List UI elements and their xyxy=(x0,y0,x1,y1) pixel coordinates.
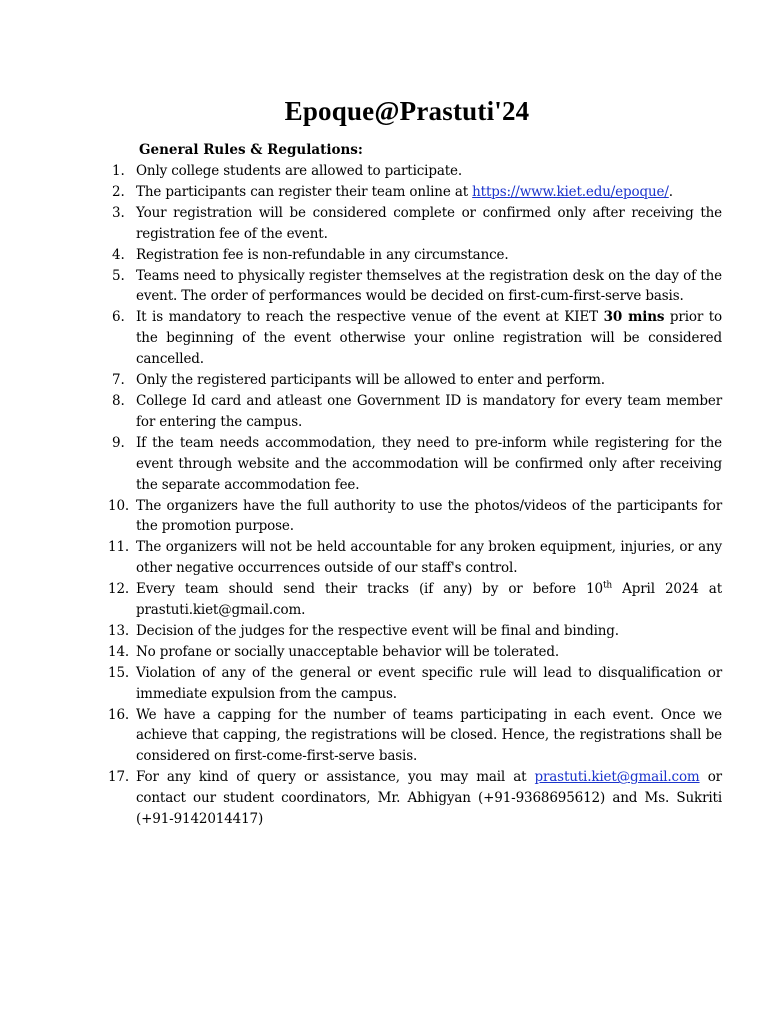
rule-number: 15. xyxy=(108,664,130,681)
rule-number: 6. xyxy=(112,309,125,326)
rule-item-16 xyxy=(108,705,722,768)
rule-text: Registration fee is non-refundable in any circumstance. xyxy=(136,246,509,263)
rule-item-17 xyxy=(108,767,722,830)
rule-text: Only the registered participants will be allowed to enter and perform. xyxy=(136,372,605,389)
rule-item-1 xyxy=(108,161,722,182)
rule-item-8 xyxy=(108,391,722,433)
rule-number: 13. xyxy=(108,622,130,639)
section-heading: General Rules & Regulations: xyxy=(139,142,363,158)
rule-item-6 xyxy=(108,307,722,370)
rule-number: 7. xyxy=(112,372,125,389)
rule-item-4 xyxy=(108,245,722,266)
rule-number: 12. xyxy=(108,581,130,598)
rule-text: We have a capping for the number of teams participating in each event. Once we achieve that capping, the registrations will be closed. Hence, the registrations shall be considered on first-come-first-serve basis. xyxy=(136,706,722,765)
rule-text: The organizers will not be held accountable for any broken equipment, injuries, or any other negative occurrences outside of our staff's control. xyxy=(136,539,722,577)
rule-item-2 xyxy=(108,182,722,203)
rule-item-7 xyxy=(108,370,722,391)
page-title: Epoque@Prastuti'24 xyxy=(284,96,530,126)
rule-number: 14. xyxy=(108,643,130,660)
rule-number: 10. xyxy=(108,497,130,514)
epoque-website-link[interactable]: https://www.kiet.edu/epoque/ xyxy=(472,183,669,200)
ordinal-suffix: th xyxy=(602,580,613,591)
rule-text: Teams need to physically register themselves at the registration desk on the day of the event. The order of performances would be decided on first-cum-first-serve basis. xyxy=(136,267,722,305)
rule-item-14 xyxy=(108,642,722,663)
rule-text: Violation of any of the general or event specific rule will lead to disqualification or immediate expulsion from the campus. xyxy=(136,664,722,702)
rule-text: If the team needs accommodation, they need to pre-inform while registering for the event through website and the accommodation will be confirmed only after receiving the separate accommodation fee. xyxy=(136,434,722,493)
rule-number: 16. xyxy=(108,706,130,723)
rule-number: 2. xyxy=(112,183,125,200)
rule-text-end: April 2024 at prastuti.kiet@gmail.com. xyxy=(136,581,722,619)
rule-text: It is mandatory to reach the respective venue of the event at KIET xyxy=(136,309,604,326)
rule-item-13 xyxy=(108,621,722,642)
rule-item-12 xyxy=(108,579,722,621)
rule-item-5 xyxy=(108,266,722,308)
rule-number: 11. xyxy=(108,539,130,556)
rule-number: 9. xyxy=(112,434,125,451)
rule-number: 8. xyxy=(112,392,125,409)
rule-number: 17. xyxy=(108,769,130,786)
rule-number: 3. xyxy=(112,204,125,221)
rules-list xyxy=(108,161,722,830)
rule-text: Decision of the judges for the respective event will be final and binding. xyxy=(136,622,619,639)
rule-item-3 xyxy=(108,203,722,245)
rule-item-9 xyxy=(108,433,722,496)
rule-number: 4. xyxy=(112,246,125,263)
rule-text: Only college students are allowed to participate. xyxy=(136,163,462,179)
rule-text-end: prior to the beginning of the event otherwise your online registration will be considered cancelled. xyxy=(136,309,723,368)
rule-text: The organizers have the full authority to use the photos/videos of the participants for the promotion purpose. xyxy=(136,497,722,535)
rule-number: 5. xyxy=(112,267,125,284)
rule-text-end: . xyxy=(668,183,673,200)
rule-text: The participants can register their team online at xyxy=(136,183,473,200)
rule-text: Your registration will be considered complete or confirmed only after receiving the registration fee of the event. xyxy=(136,204,722,242)
rule-text: For any kind of query or assistance, you may mail at xyxy=(136,769,535,786)
rule-text: Every team should send their tracks (if any) by or before 10 xyxy=(136,581,603,598)
rule-number: 1. xyxy=(112,163,125,179)
rule-emphasis: 30 mins xyxy=(603,309,665,326)
rule-item-15 xyxy=(108,663,722,705)
rule-text: College Id card and atleast one Government ID is mandatory for every team member for entering the campus. xyxy=(136,392,722,430)
rule-text: No profane or socially unacceptable behavior will be tolerated. xyxy=(136,643,559,660)
rule-text-end: or contact our student coordinators, Mr. Abhigyan (+91-9368695612) and Ms. Sukriti (+91-9142014417) xyxy=(136,769,722,828)
rule-item-10 xyxy=(108,496,722,538)
rule-item-11 xyxy=(108,537,722,579)
contact-email-link[interactable]: prastuti.kiet@gmail.com xyxy=(534,769,700,786)
